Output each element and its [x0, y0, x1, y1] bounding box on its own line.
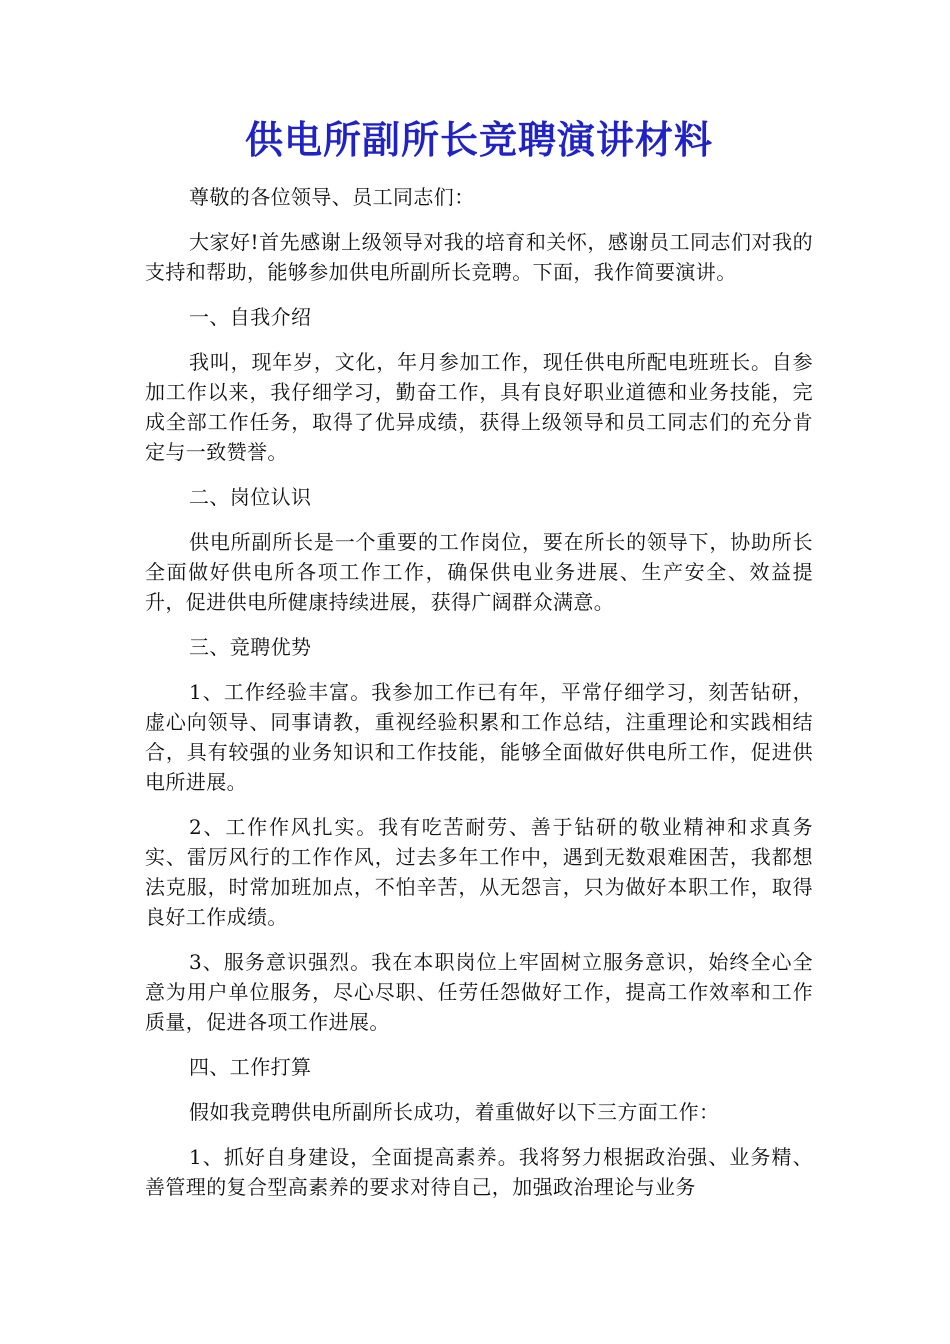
advantage-paragraph-2: 2、工作作风扎实。我有吃苦耐劳、善于钻研的敬业精神和求真务实、雷厉风行的工作作风，过去多年工作中，遇到无数艰难困苦，我都想法克服，时常加班加点，不怕辛苦，从无怨言，只为做好本职工作，取得良好工作成绩。 — [145, 815, 813, 929]
plan-paragraph-1: 1、抓好自身建设，全面提高素养。我将努力根据政治强、业务精、善管理的复合型高素养的要求对待自己，加强政治理论与业务 — [145, 1145, 813, 1199]
section-heading-advantages: 三、竞聘优势 — [189, 635, 312, 659]
plan-intro-paragraph: 假如我竞聘供电所副所长成功，着重做好以下三方面工作： — [189, 1100, 720, 1124]
advantage-paragraph-1: 1、工作经验丰富。我参加工作已有年，平常仔细学习，刻苦钻研，虚心向领导、同事请教，重视经验积累和工作总结，注重理论和实践相结合，具有较强的业务知识和工作技能，能够全面做好供电所工作，促进供电所进展。 — [145, 680, 813, 794]
section-heading-position: 二、岗位认识 — [189, 485, 312, 509]
advantage-paragraph-3: 3、服务意识强烈。我在本职岗位上牢固树立服务意识，始终全心全意为用户单位服务，尽心尽职、任劳任怨做好工作，提高工作效率和工作质量，促进各项工作进展。 — [145, 950, 813, 1034]
section-heading-self-intro: 一、自我介绍 — [189, 305, 312, 329]
section-heading-plan: 四、工作打算 — [189, 1055, 312, 1079]
document-title: 供电所副所长竞聘演讲材料 — [244, 117, 713, 162]
self-intro-paragraph: 我叫，现年岁，文化，年月参加工作，现任供电所配电班班长。自参加工作以来，我仔细学习，勤奋工作，具有良好职业道德和业务技能，完成全部工作任务，取得了优异成绩，获得上级领导和员工同志们的充分肯定与一致赞誉。 — [145, 350, 813, 464]
position-paragraph: 供电所副所长是一个重要的工作岗位，要在所长的领导下，协助所长全面做好供电所各项工作工作，确保供电业务进展、生产安全、效益提升，促进供电所健康持续进展，获得广阔群众满意。 — [145, 530, 813, 614]
intro-paragraph: 大家好!首先感谢上级领导对我的培育和关怀，感谢员工同志们对我的支持和帮助，能够参加供电所副所长竞聘。下面，我作简要演讲。 — [145, 230, 813, 284]
document-page — [145, 112, 813, 1217]
salutation: 尊敬的各位领导、员工同志们： — [189, 185, 475, 209]
